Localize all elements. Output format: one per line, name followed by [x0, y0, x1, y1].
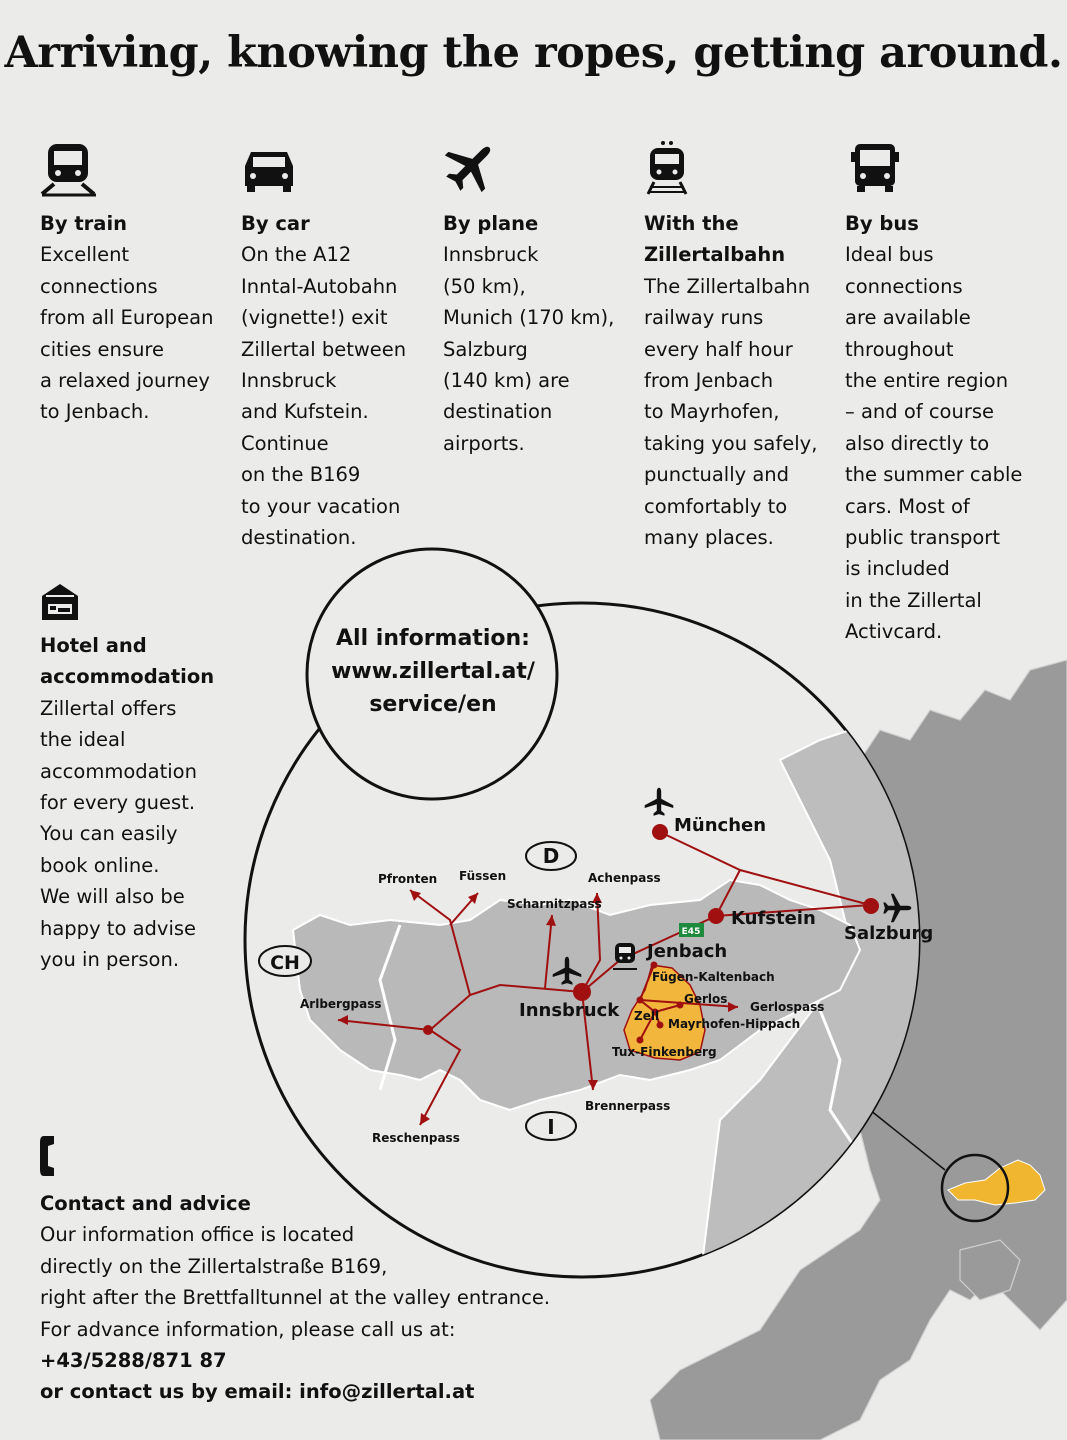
info-label: All information:: [336, 626, 530, 651]
info-link-block: [308, 622, 558, 721]
phone-icon: [40, 1134, 600, 1188]
column-heading: By train: [40, 212, 128, 235]
column-heading: By car: [241, 212, 310, 235]
contact-heading: Contact and advice: [40, 1192, 251, 1215]
info-url-line1[interactable]: www.zillertal.at/: [331, 659, 535, 684]
hotel-section: [40, 582, 240, 975]
city-jenbach: Jenbach: [647, 941, 728, 962]
column-car: [241, 140, 431, 553]
country-label-d: D: [542, 844, 560, 868]
column-heading: By bus: [845, 212, 919, 235]
place-fuessen: Füssen: [459, 869, 507, 883]
column-bus: [845, 140, 1035, 648]
column-text: Innsbruck (50 km), Munich (170 km), Salzburg (140 km) are destination airports.: [443, 243, 615, 455]
place-gerlospass: Gerlospass: [750, 1000, 825, 1014]
place-pfronten: Pfronten: [378, 872, 438, 886]
train-icon: [40, 140, 230, 198]
contact-phone[interactable]: +43/5288/871 87: [40, 1349, 227, 1373]
hotel-icon: [40, 582, 240, 630]
info-url-line2[interactable]: service/en: [369, 692, 497, 717]
contact-email[interactable]: or contact us by email: info@zillertal.at: [40, 1380, 475, 1404]
place-arlbergpass: Arlbergpass: [300, 997, 382, 1011]
city-salzburg: Salzburg: [844, 923, 934, 944]
place-fuegen: Fügen-Kaltenbach: [652, 970, 775, 984]
column-heading: By plane: [443, 212, 539, 235]
bus-icon: [845, 140, 1035, 198]
place-zell: Zell: [634, 1009, 660, 1023]
column-heading: With the Zillertalbahn: [644, 212, 786, 267]
zillertalbahn-icon: [644, 140, 834, 198]
place-reschenpass: Reschenpass: [372, 1131, 460, 1145]
road-sign-e45: E45: [681, 927, 701, 937]
city-muenchen: München: [674, 815, 767, 836]
city-innsbruck: Innsbruck: [519, 1000, 620, 1021]
car-icon: [241, 140, 431, 198]
column-train: [40, 140, 230, 428]
place-achenpass: Achenpass: [588, 871, 661, 885]
country-label-ch: CH: [270, 952, 300, 974]
column-text: The Zillertalbahn railway runs every half hour from Jenbach to Mayrhofen, taking you safely, punctually and comfortably to many places.: [644, 274, 818, 550]
place-mayrhofen: Mayrhofen-Hippach: [668, 1017, 801, 1031]
contact-section: [40, 1134, 600, 1408]
plane-icon: [443, 140, 633, 198]
contact-text: Our information office is located directly on the Zillertalstraße B169, right after the Brettfalltunnel at the valley entrance. For advance information, please call us at:: [40, 1223, 551, 1341]
hotel-text: Zillertal offers the ideal accommodation for every guest. You can easily book online. We will also be happy to advise you in person.: [40, 696, 197, 972]
column-text: Ideal bus connections are available throughout the entire region – and of course also directly to the summer cable cars. Most of public transport is included in the Zillertal Activcard.: [845, 243, 1023, 644]
column-text: Excellent connections from all European cities ensure a relaxed journey to Jenbach.: [40, 243, 214, 424]
place-gerlos: Gerlos: [684, 992, 728, 1006]
city-kufstein: Kufstein: [731, 908, 816, 929]
column-plane: [443, 140, 633, 459]
place-scharnitzpass: Scharnitzpass: [507, 897, 602, 911]
column-zillertalbahn: [644, 140, 834, 553]
column-text: On the A12 Inntal-Autobahn (vignette!) exit Zillertal between Innsbruck and Kufstein. Continue on the B169 to your vacation destination.: [241, 243, 407, 550]
page-title: Arriving, knowing the ropes, getting around.: [4, 28, 1063, 78]
country-label-i: I: [547, 1115, 555, 1139]
place-brennerpass: Brennerpass: [585, 1099, 671, 1113]
place-tux: Tux-Finkenberg: [612, 1045, 717, 1059]
hotel-heading: Hotel and accommodation: [40, 634, 215, 689]
